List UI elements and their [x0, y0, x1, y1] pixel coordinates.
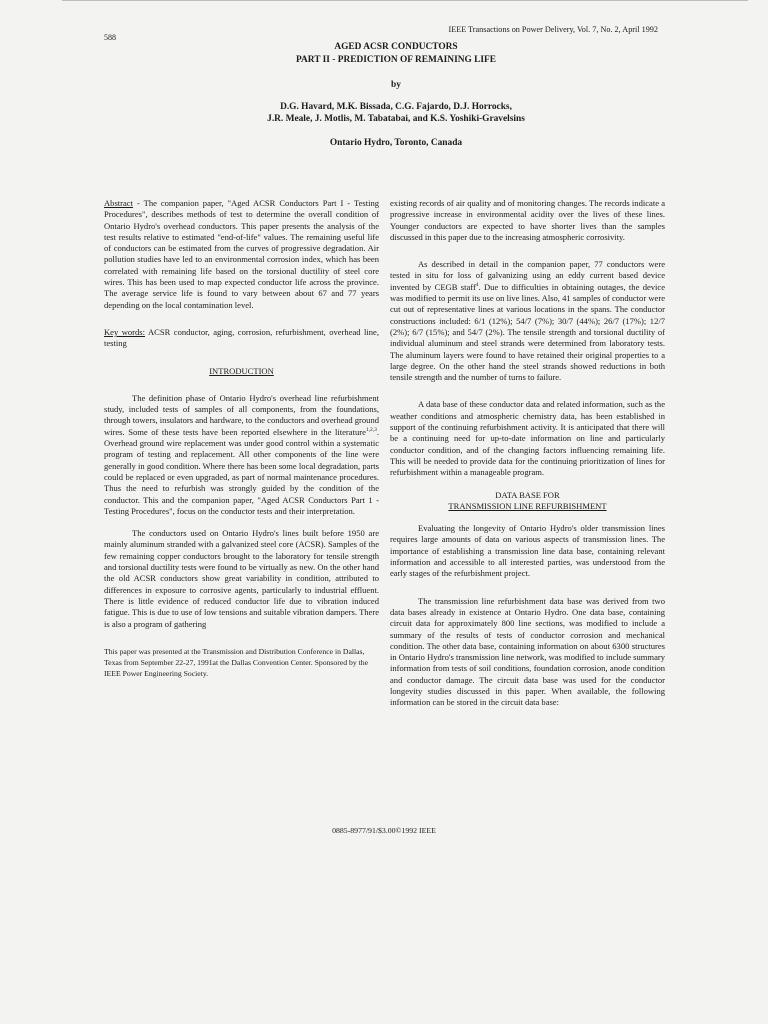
- right-paragraph-4: Evaluating the longevity of Ontario Hydro's older transmission lines requires large amounts of data on various aspects of transmission lines. The importance of establishing a transmission line data base, containing relevant information and accessible to all interested parties, was understood from the early stages of the refurbishment project.: [390, 523, 665, 579]
- intro-paragraph-2: The conductors used on Ontario Hydro's lines built before 1950 are mainly aluminum stranded with a galvanized steel core (ACSR). Samples of the few remaining copper conductors brought to the laboratory for tensile strength and torsional ductility tests were found to be virtually as new. On the other hand the old ACSR conductors show great variability in condition, attributed to differences in exposure to corrosive agents, particularly to industrial effluent. There is little evidence of reduced conductor life due to vibration induced fatigue. This is due to use of low tensions and suitable vibration dampers. There is also a program of gathering: [104, 528, 379, 629]
- abstract: [104, 198, 379, 311]
- keywords: [104, 327, 379, 350]
- right-column: [390, 198, 665, 709]
- left-column: [104, 198, 379, 679]
- page-number: 588: [104, 33, 116, 42]
- by-line: by: [391, 80, 401, 90]
- reference-superscript-4: 4: [475, 281, 479, 288]
- journal-header: IEEE Transactions on Power Delivery, Vol. 7, No. 2, April 1992: [448, 25, 658, 34]
- intro-paragraph-1: The definition phase of Ontario Hydro's overhead line refurbishment study, included tests of samples of all components, from the foundations, through towers, insulators and hardware, to the conductors and overhead ground wires. Some of these tests have been reported elsewhere in the literature$^{1,2,3}$. Overhead ground wire replacement was under good control within a systematic program of testing and replacement. All other components of the line were generally in good condition. Where there has been some local degradation, parts could be replaced or even upgraded, as part of normal maintenance procedures. Thus the need to refurbish was strongly guided by the condition of the conductor. This and the companion paper, "Aged ACSR Conductors Part 1 - Testing Procedures", focus on the conductor tests and their interpretation.: [104, 392, 379, 516]
- keywords-text: ACSR conductor, aging, corrosion, refurbishment, overhead line, testing: [104, 326, 379, 349]
- right-paragraph-5: The transmission line refurbishment data base was derived from two data bases already in existence at Ontario Hydro. One data base, containing circuit data for approximately 800 line sections, was modified to include a summary of the results of tests of conductor corrosion and mechanical condition. The other data base, containing information on about 6300 structures in Ontario Hydro's transmission line network, was modified to include summary information from tests of soil conditions, foundation corrosion, anode condition and conductor damage. The circuit data base was used for the conductor longevity studies discussed in this paper. When available, the following information can be stored in the circuit data base:: [390, 595, 665, 708]
- right-paragraph-2: As described in detail in the companion paper, 77 conductors were tested in situ for loss of galvanizing using an eddy current based device invented by CEGB staff$^4$. Due to difficulties in obtaining outages, the device was modified to permit its use on live lines. Also, 41 samples of conductor were cut out of representative lines at various locations in the spans. The conductor constructions included: 6/1 (12%); 54/7 (7%); 30/7 (44%); 26/7 (17%); 12/7 (2%); 6/7 (15%); and 54/7 (2%). The tensile strength and torsional ductility of individual aluminum and steel strands were determined from laboratory tests. The aluminum layers were found to have retained their original properties to a large degree. On the other hand the steel strands showed reductions in both tensile strength and the number of turns to failure.: [390, 259, 665, 383]
- authors-line-2: J.R. Meale, J. Motlis, M. Tabatabai, and K.S. Yoshiki-Gravelsins: [267, 114, 525, 124]
- reference-superscript: 1,2,3: [365, 426, 377, 433]
- keywords-label: Key words:: [104, 326, 145, 337]
- introduction-heading: INTRODUCTION: [209, 365, 274, 376]
- affiliation: Ontario Hydro, Toronto, Canada: [329, 138, 463, 148]
- abstract-label: Abstract: [104, 198, 133, 208]
- right-paragraph-1: existing records of air quality and of monitoring changes. The records indicate a progressive increase in environmental acidity over the lives of these lines. Younger conductors are expected to have shorter lives than the samples discussed in this paper due to the increasing atmospheric corrosivity.: [390, 198, 665, 242]
- copyright-code: 0885-8977/91/$3.00©1992 IEEE: [332, 826, 436, 835]
- authors-line-1: D.G. Havard, M.K. Bissada, C.G. Fajardo, D.J. Horrocks,: [280, 102, 512, 112]
- right-paragraph-3: A data base of these conductor data and related information, such as the weather conditions and atmospheric chemistry data, has been established in support of the continuing refurbishment activity. It is anticipated that there will be a continuing need for up-to-date information on line and particularly conductor condition, and of the changing factors influencing remaining life. This will be needed to provide data for the continuing prioritization of lines for refurbishment within a manageable program.: [390, 399, 665, 478]
- database-heading-line-1: DATA BASE FOR: [495, 489, 560, 500]
- abstract-text: - The companion paper, "Aged ACSR Conductors Part I - Testing Procedures", describes methods of test to determine the overall condition of Ontario Hydro's overhead conductors. This paper presents the analysis of the test results relative to estimated "end-of-life" values. The remaining useful life of conductors can be estimated from the curves of progressive degradation. Air pollution studies have led to an environmental corrosion index, which has been correlated with remaining life based on the torsional ductility of steel core wires. This has been used to map expected conductor life across the province. The average service life is found to vary between about 67 and 77 years depending on the local contamination level.: [104, 198, 379, 310]
- database-heading-line-2: TRANSMISSION LINE REFURBISHMENT: [448, 500, 607, 511]
- title-line-2: PART II - PREDICTION OF REMAINING LIFE: [295, 55, 497, 65]
- title-line-1: AGED ACSR CONDUCTORS: [334, 42, 458, 52]
- conference-footnote: This paper was presented at the Transmission and Distribution Conference in Dallas, Texas from September 22-27, 1991at the Dallas Convention Center. Sponsored by the IEEE Power Engineering Society.: [104, 646, 368, 679]
- top-rule: [62, 0, 748, 1]
